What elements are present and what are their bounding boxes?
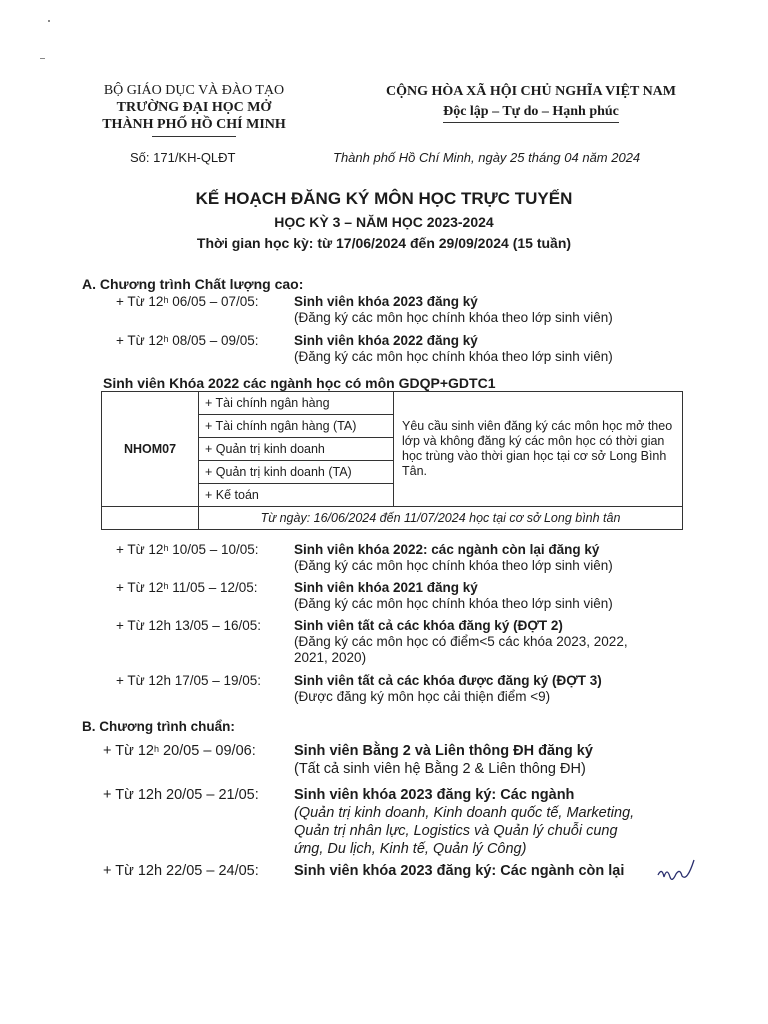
schedule-detail xyxy=(294,742,593,778)
schedule-note: (Đăng ký các môn học có điểm<5 các khóa 2023, 2022, xyxy=(294,634,628,649)
group-table xyxy=(101,391,683,530)
schedule-time-prefix: + Từ 12h 17/05 – 19/05: xyxy=(116,673,262,688)
group-code: NHOM07 xyxy=(102,392,199,507)
schedule-heading: Sinh viên tất cả các khóa được đăng ký (ĐỢT 3) xyxy=(294,673,602,688)
schedule-note: (Đăng ký các môn học chính khóa theo lớp sinh viên) xyxy=(294,558,613,573)
schedule-time xyxy=(103,742,256,760)
schedule-time-range: 11/05 – 12/05: xyxy=(168,580,258,595)
schedule-time-range: 10/05 – 10/05: xyxy=(168,542,259,557)
schedule-time-range: 06/05 – 07/05: xyxy=(168,294,259,309)
university-name-line1: TRƯỜNG ĐẠI HỌC MỞ xyxy=(116,100,272,115)
group-note: Yêu cầu sinh viên đăng ký các môn học mở theo lớp và không đăng ký các môn học có thời gian học trùng vào thời gian học tại cơ sở Long Bình Tân. xyxy=(394,392,683,507)
term-period: Thời gian học kỳ: từ 17/06/2024 đến 29/09/2024 (15 tuần) xyxy=(196,235,572,251)
schedule-time-hour-mark: h xyxy=(163,334,169,344)
schedule-note: 2021, 2020) xyxy=(294,650,367,665)
schedule-time xyxy=(116,580,258,596)
group-footer: Từ ngày: 16/06/2024 đến 11/07/2024 học tại cơ sở Long bình tân xyxy=(199,507,683,530)
schedule-detail xyxy=(294,294,613,326)
scan-speck xyxy=(40,58,45,59)
schedule-time-prefix: + Từ 12 xyxy=(116,333,164,348)
document-title: KẾ HOẠCH ĐĂNG KÝ MÔN HỌC TRỰC TUYẾN xyxy=(195,189,573,208)
schedule-time-range: 08/05 – 09/05: xyxy=(168,333,259,348)
schedule-time xyxy=(103,862,259,880)
schedule-time xyxy=(116,673,261,689)
schedule-detail xyxy=(294,618,628,666)
schedule-time-prefix: + Từ 12h 13/05 – 16/05: xyxy=(116,618,262,633)
schedule-time-prefix: + Từ 12 xyxy=(116,580,164,595)
schedule-heading: Sinh viên khóa 2022 đăng ký xyxy=(294,333,478,348)
schedule-detail xyxy=(294,580,613,612)
group-footer-blank xyxy=(102,507,199,530)
section-a-heading: A. Chương trình Chất lượng cao: xyxy=(82,276,304,292)
schedule-time xyxy=(116,542,259,558)
schedule-time xyxy=(116,294,259,310)
term-title: HỌC KỲ 3 – NĂM HỌC 2023-2024 xyxy=(274,214,494,230)
schedule-heading: Sinh viên tất cả các khóa đăng ký (ĐỢT 2) xyxy=(294,618,563,633)
schedule-note: (Đăng ký các môn học chính khóa theo lớp sinh viên) xyxy=(294,596,613,611)
schedule-time xyxy=(103,786,259,804)
schedule-time-prefix: + Từ 12 xyxy=(103,743,154,759)
schedule-heading: Sinh viên khóa 2023 đăng ký: Các ngành còn lại xyxy=(294,863,625,879)
schedule-note: (Quản trị kinh doanh, Kinh doanh quốc tế, Marketing, xyxy=(294,805,635,821)
university-name-line2: THÀNH PHỐ HỒ CHÍ MINH xyxy=(102,117,286,132)
schedule-note: (Đăng ký các môn học chính khóa theo lớp sinh viên) xyxy=(294,349,613,364)
group-major: + Quản trị kinh doanh xyxy=(199,438,394,461)
schedule-note: (Tất cả sinh viên hệ Bằng 2 & Liên thông ĐH) xyxy=(294,761,586,777)
schedule-heading: Sinh viên khóa 2023 đăng ký xyxy=(294,294,478,309)
national-motto: Độc lập – Tự do – Hạnh phúc xyxy=(443,102,619,123)
schedule-heading: Sinh viên khóa 2023 đăng ký: Các ngành xyxy=(294,787,575,803)
group-major: + Kế toán xyxy=(199,484,394,507)
schedule-note: Quản trị nhân lực, Logistics và Quản lý chuỗi cung xyxy=(294,823,618,839)
schedule-time-hour-mark: h xyxy=(163,581,169,591)
schedule-detail xyxy=(294,673,602,705)
schedule-detail xyxy=(294,333,613,365)
section-b-heading: B. Chương trình chuẩn: xyxy=(82,719,235,734)
schedule-heading: Sinh viên Bằng 2 và Liên thông ĐH đăng ký xyxy=(294,743,593,759)
schedule-detail xyxy=(294,786,634,858)
schedule-time-range: 20/05 – 09/06: xyxy=(158,743,256,759)
schedule-detail xyxy=(294,542,613,574)
group-major: + Tài chính ngân hàng (TA) xyxy=(199,415,394,438)
schedule-time xyxy=(116,618,261,634)
issuer-block xyxy=(60,82,328,137)
schedule-time-hour-mark: h xyxy=(163,295,169,305)
republic-name: CỘNG HÒA XÃ HỘI CHỦ NGHĨA VIỆT NAM xyxy=(385,84,676,99)
place-and-date: Thành phố Hồ Chí Minh, ngày 25 tháng 04 năm 2024 xyxy=(333,150,641,165)
table-row xyxy=(102,507,683,530)
group-title: Sinh viên Khóa 2022 các ngành học có môn GDQP+GDTC1 xyxy=(103,375,496,391)
schedule-detail xyxy=(294,862,624,880)
scan-speck xyxy=(48,20,50,22)
schedule-time-prefix: + Từ 12h 20/05 – 21/05: xyxy=(103,787,259,803)
schedule-heading: Sinh viên khóa 2022: các ngành còn lại đăng ký xyxy=(294,542,600,557)
document-number: Số: 171/KH-QLĐT xyxy=(130,150,236,165)
schedule-note: ứng, Du lịch, Kinh tế, Quản lý Công) xyxy=(294,841,527,857)
group-major: + Tài chính ngân hàng xyxy=(199,392,394,415)
signature-initial-icon xyxy=(656,855,706,885)
schedule-time-hour-mark: h xyxy=(153,744,159,754)
issuer-underline xyxy=(152,136,236,137)
schedule-note: (Đăng ký các môn học chính khóa theo lớp sinh viên) xyxy=(294,310,613,325)
schedule-time-prefix: + Từ 12h 22/05 – 24/05: xyxy=(103,863,259,879)
schedule-time-prefix: + Từ 12 xyxy=(116,294,164,309)
schedule-heading: Sinh viên khóa 2021 đăng ký xyxy=(294,580,478,595)
schedule-time-prefix: + Từ 12 xyxy=(116,542,164,557)
schedule-note: (Được đăng ký môn học cải thiện điểm <9) xyxy=(294,689,551,704)
group-major: + Quản trị kinh doanh (TA) xyxy=(199,461,394,484)
national-header xyxy=(356,82,706,123)
ministry-name: BỘ GIÁO DỤC VÀ ĐÀO TẠO xyxy=(103,83,285,98)
schedule-time-hour-mark: h xyxy=(163,543,169,553)
schedule-time xyxy=(116,333,259,349)
table-row xyxy=(102,392,683,415)
